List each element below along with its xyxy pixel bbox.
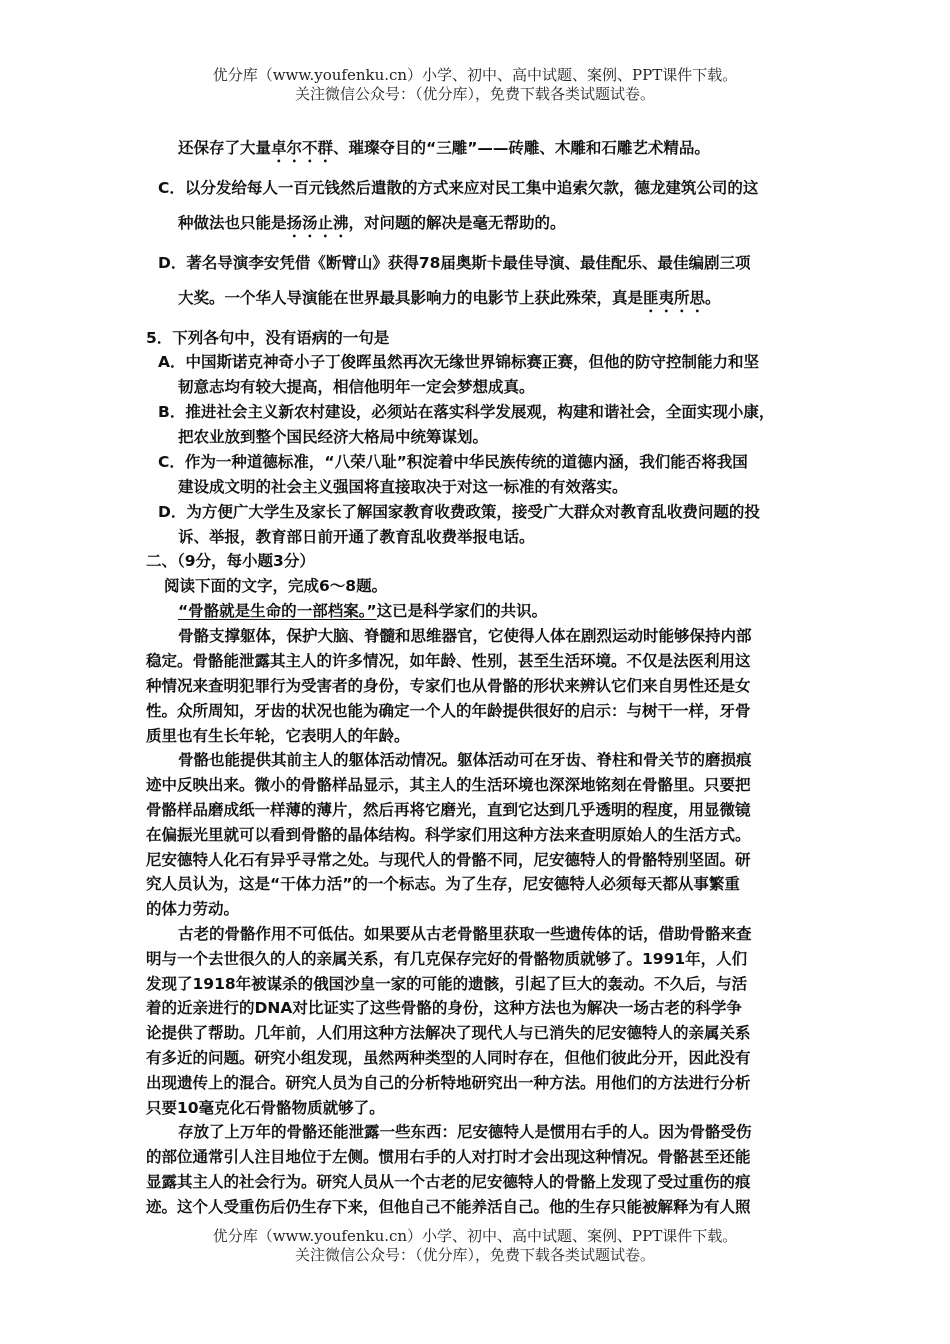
- q4-d-dotted-phrase: 匪夷所思: [643, 289, 706, 307]
- header-line-2: 关注微信公众号：（优分库），免费下载各类试题试卷。: [294, 85, 655, 103]
- passage-line: 骨骼也能提供其前主人的躯体活动情况。躯体活动可在牙齿、脊柱和骨关节的磨损痕: [178, 751, 752, 769]
- passage-line: 只要10毫克化石骨骼物质就够了。: [146, 1099, 385, 1117]
- q4-d-text-end: 。: [705, 289, 721, 307]
- passage-line: 明与一个去世很久的人的亲属关系，有几克保存完好的骨骼物质就够了。1991年，人们: [146, 950, 748, 968]
- passage-line: 存放了上万年的骨骼还能泄露一些东西：尼安德特人是惯用右手的人。因为骨骼受伤: [178, 1123, 752, 1141]
- passage-line: 质里也有生长年轮，它表明人的年龄。: [146, 727, 410, 745]
- q4-c-text-end: ，对问题的解决是毫无帮助的。: [348, 214, 566, 232]
- passage-line: 稳定。骨骼能泄露其主人的许多情况，如年龄、性别，甚至生活环境。不仅是法医利用这: [146, 652, 751, 670]
- passage-line: 的体力劳动。: [146, 900, 240, 918]
- page-footer: [0, 1227, 950, 1265]
- q4-option-c-line2: [178, 211, 566, 241]
- q4-b-text-end: 、璀璨夺目的“三雕”——砖雕、木雕和石雕艺术精品。: [333, 139, 710, 157]
- passage-line: 骨骼样品磨成纸一样薄的薄片，然后再将它磨光，直到它达到几乎透明的程度，用显微镜: [146, 801, 751, 819]
- passage-line: 迹中反映出来。微小的骨骼样品显示，其主人的生活环境也深深地铭刻在骨骼里。只要把: [146, 776, 751, 794]
- header-line-1: 优分库（www.youfenku.cn）小学、初中、高中试题、案例、PPT课件下载。: [212, 66, 738, 84]
- q5-option-b-line1: B．推进社会主义新农村建设，必须站在落实科学发展观，构建和谐社会，全面实现小康，: [158, 403, 775, 421]
- footer-line-2: 关注微信公众号：（优分库），免费下载各类试题试卷。: [294, 1246, 655, 1264]
- q4-d-text: 大奖。一个华人导演能在世界最具影响力的电影节上获此殊荣，真是: [178, 289, 644, 307]
- section2-instruction: 阅读下面的文字，完成6～8题。: [164, 577, 388, 595]
- passage-line: 发现了1918年被谋杀的俄国沙皇一家的可能的遗骸，引起了巨大的轰动。不久后，与活: [146, 975, 748, 993]
- passage-line: 有多近的问题。研究小组发现，虽然两种类型的人同时存在，但他们彼此分开，因此没有: [146, 1049, 751, 1067]
- passage-line: 迹。这个人受重伤后仍生存下来，但他自己不能养活自己。他的生存只能被解释为有人照: [146, 1198, 751, 1216]
- q4-option-d-line1: D．著名导演李安凭借《断臂山》获得78届奥斯卡最佳导演、最佳配乐、最佳编剧三项: [158, 254, 751, 272]
- passage-title-quote: “骨骼就是生命的一部档案。”: [178, 602, 377, 620]
- passage-line: 论提供了帮助。几年前，人们用这种方法解决了现代人与已消失的尼安德特人的亲属关系: [146, 1024, 751, 1042]
- passage-title: [178, 599, 547, 623]
- q4-option-c-line1: C．以分发给每人一百元钱然后遣散的方式来应对民工集中追索欠款，德龙建筑公司的这: [158, 179, 759, 197]
- passage-line: 尼安德特人化石有异乎寻常之处。与现代人的骨骼不同，尼安德特人的骨骼特别坚固。研: [146, 851, 751, 869]
- q4-option-b-continuation: [178, 136, 710, 166]
- q5-stem: 5．下列各句中，没有语病的一句是: [146, 329, 390, 347]
- passage-line: 显露其主人的社会行为。研究人员从一个古老的尼安德特人的骨骼上发现了受过重伤的痕: [146, 1173, 751, 1191]
- passage-line: 在偏振光里就可以看到骨骼的晶体结构。科学家们用这种方法来查明原始人的生活方式。: [146, 826, 751, 844]
- passage-line: 的部位通常引人注目地位于左侧。惯用右手的人对打时才会出现这种情况。骨骼甚至还能: [146, 1148, 751, 1166]
- q5-option-c-line2: 建设成文明的社会主义强国将直接取决于对这一标准的有效落实。: [178, 478, 628, 496]
- q4-c-text: 种做法也只能是: [178, 214, 287, 232]
- q4-b-dotted-phrase: 卓尔不群: [271, 139, 334, 157]
- q5-option-c-line1: C．作为一种道德标准，“八荣八耻”积淀着中华民族传统的道德内涵，我们能否将我国: [158, 453, 748, 471]
- passage-line: 古老的骨骼作用不可低估。如果要从古老骨骼里获取一些遗传体的话，借助骨骼来查: [178, 925, 752, 943]
- q5-option-d-line1: D．为方便广大学生及家长了解国家教育收费政策，接受广大群众对教育乱收费问题的投: [158, 503, 760, 521]
- q5-option-a-line2: 韧意志均有较大提高，相信他明年一定会梦想成真。: [178, 378, 535, 396]
- passage-line: 究人员认为，这是“干体力活”的一个标志。为了生存，尼安德特人必须每天都从事繁重: [146, 875, 740, 893]
- passage-line: 出现遗传上的混合。研究人员为自己的分析特地研究出一种方法。用他们的方法进行分析: [146, 1074, 751, 1092]
- passage-line: 种情况来查明犯罪行为受害者的身份，专家们也从骨骼的形状来辨认它们来自男性还是女: [146, 677, 751, 695]
- passage-line: 骨骼支撑躯体，保护大脑、脊髓和思维器官，它使得人体在剧烈运动时能够保持内部: [178, 627, 752, 645]
- q5-option-a-line1: A．中国斯诺克神奇小子丁俊晖虽然再次无缘世界锦标赛正赛，但他的防守控制能力和坚: [158, 353, 759, 371]
- page-header: [0, 66, 950, 104]
- q4-option-d-line2: [178, 286, 721, 316]
- q5-option-d-line2: 诉、举报，教育部日前开通了教育乱收费举报电话。: [178, 528, 535, 546]
- passage-title-rest: 这已是科学家们的共识。: [376, 602, 548, 620]
- q4-c-dotted-phrase: 扬汤止沸: [286, 214, 349, 232]
- footer-line-1: 优分库（www.youfenku.cn）小学、初中、高中试题、案例、PPT课件下载。: [212, 1227, 738, 1245]
- passage-line: 性。众所周知，牙齿的状况也能为确定一个人的年龄提供很好的启示：与树干一样，牙骨: [146, 702, 751, 720]
- q5-option-b-line2: 把农业放到整个国民经济大格局中统筹谋划。: [178, 428, 489, 446]
- passage-line: 着的近亲进行的DNA对比证实了这些骨骼的身份，这种方法也为解决一场古老的科学争: [146, 999, 742, 1017]
- section2-heading: 二、（9分，每小题3分）: [146, 552, 315, 570]
- q4-b-text: 还保存了大量: [178, 139, 272, 157]
